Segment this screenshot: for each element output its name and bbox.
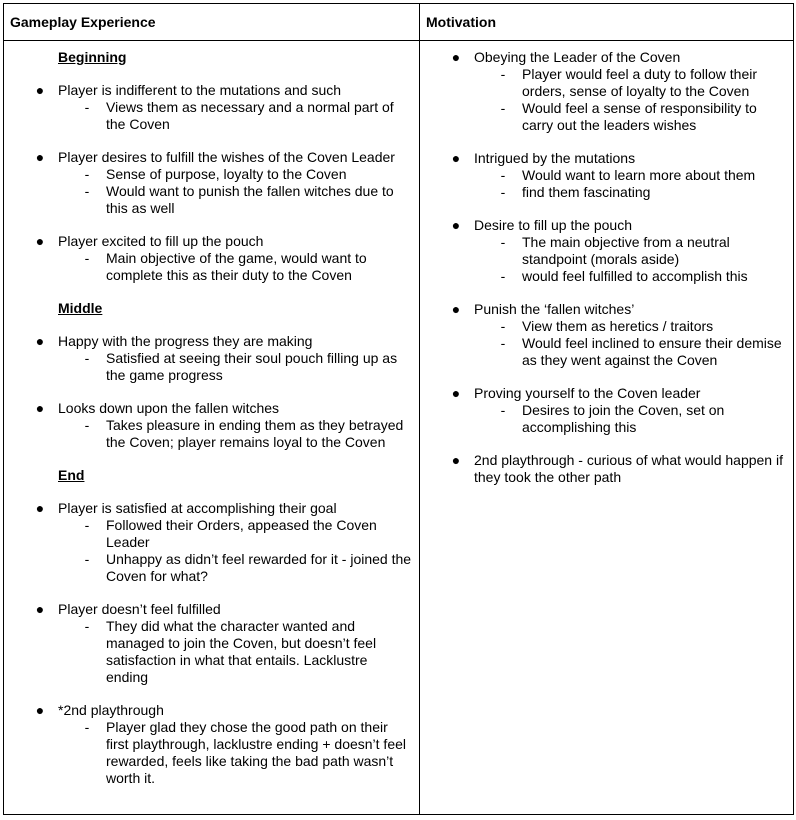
dash-icon: - — [84, 250, 90, 266]
list-item — [426, 49, 787, 134]
sub-list-item — [474, 318, 787, 335]
bullet-icon: ● — [451, 49, 461, 65]
bullet-icon: ● — [451, 452, 461, 468]
dash-icon: - — [84, 517, 90, 533]
dash-icon: - — [500, 184, 506, 200]
sub-item-text: Sense of purpose, loyalty to the Coven — [106, 166, 347, 182]
dash-icon: - — [500, 66, 506, 82]
dash-icon: - — [500, 167, 506, 183]
sub-list-item — [58, 250, 413, 284]
sub-item-text: Would want to learn more about them — [522, 167, 756, 183]
bullet-icon: ● — [451, 385, 461, 401]
sub-list-item — [58, 166, 413, 183]
sub-list-item — [58, 618, 413, 686]
sub-list — [474, 167, 787, 201]
sub-list-item — [474, 100, 787, 134]
sub-list — [58, 250, 413, 284]
header-gameplay-experience: Gameplay Experience — [4, 4, 420, 41]
sub-item-text: Unhappy as didn’t feel rewarded for it - joined the Coven for what? — [106, 551, 412, 584]
bullet-icon: ● — [35, 333, 45, 349]
sub-list — [58, 350, 413, 384]
dash-icon: - — [500, 234, 506, 250]
sub-list-item — [58, 417, 413, 451]
dash-icon: - — [500, 318, 506, 334]
motivation-cell — [420, 41, 794, 815]
dash-icon: - — [84, 618, 90, 634]
sub-list-item — [58, 719, 413, 787]
bullet-list — [10, 333, 413, 451]
sub-item-text: The main objective from a neutral standpoint (morals aside) — [522, 234, 730, 267]
list-item-text: Player is satisfied at accomplishing their goal — [58, 500, 337, 516]
sub-list-item — [474, 234, 787, 268]
dash-icon: - — [84, 350, 90, 366]
list-item — [10, 500, 413, 585]
document-table — [3, 3, 794, 815]
bullet-icon: ● — [451, 150, 461, 166]
dash-icon: - — [500, 335, 506, 351]
sub-item-text: Views them as necessary and a normal part of the Coven — [106, 99, 394, 132]
bullet-list — [426, 49, 787, 486]
list-item — [10, 82, 413, 133]
bullet-icon: ● — [35, 233, 45, 249]
sub-item-text: find them fascinating — [522, 184, 651, 200]
list-item-text: Player excited to fill up the pouch — [58, 233, 264, 249]
list-item-text: Player doesn’t feel fulfilled — [58, 601, 221, 617]
sub-list — [58, 618, 413, 686]
list-item-text: 2nd playthrough - curious of what would happen if they took the other path — [474, 452, 783, 485]
bullet-list — [10, 82, 413, 284]
content-row — [4, 41, 794, 815]
sub-list — [58, 719, 413, 787]
list-item — [426, 301, 787, 369]
list-item-text: Intrigued by the mutations — [474, 150, 636, 166]
header-motivation: Motivation — [420, 4, 794, 41]
sub-list — [474, 318, 787, 369]
sub-list-item — [474, 167, 787, 184]
sub-list-item — [58, 99, 413, 133]
header-row — [4, 4, 794, 41]
sub-item-text: Would feel inclined to ensure their demise as they went against the Coven — [522, 335, 782, 368]
dash-icon: - — [84, 417, 90, 433]
sub-list-item — [474, 402, 787, 436]
list-item — [426, 217, 787, 285]
sub-item-text: They did what the character wanted and managed to join the Coven, but doesn’t feel satisfaction in what that entails. Lacklustre ending — [106, 618, 377, 685]
sub-item-text: Would want to punish the fallen witches due to this as well — [106, 183, 394, 216]
list-item-text: *2nd playthrough — [58, 702, 164, 718]
list-item — [426, 452, 787, 486]
dash-icon: - — [500, 268, 506, 284]
sub-list-item — [58, 551, 413, 585]
bullet-icon: ● — [451, 301, 461, 317]
sub-list — [474, 402, 787, 436]
sub-item-text: Followed their Orders, appeased the Coven Leader — [106, 517, 377, 550]
list-item — [10, 149, 413, 217]
sub-list-item — [58, 517, 413, 551]
sub-item-text: would feel fulfilled to accomplish this — [522, 268, 748, 284]
list-item-text: Punish the ‘fallen witches’ — [474, 301, 635, 317]
sub-list-item — [474, 335, 787, 369]
sub-list — [474, 66, 787, 134]
gameplay-experience-cell — [4, 41, 420, 815]
list-item-text: Happy with the progress they are making — [58, 333, 313, 349]
section-title: Beginning — [58, 49, 127, 65]
bullet-icon: ● — [35, 702, 45, 718]
list-item — [426, 150, 787, 201]
bullet-list — [10, 500, 413, 787]
sub-list — [58, 417, 413, 451]
sub-list — [58, 99, 413, 133]
bullet-icon: ● — [35, 500, 45, 516]
section-title: Middle — [58, 300, 103, 316]
sub-list-item — [474, 268, 787, 285]
sub-item-text: Satisfied at seeing their soul pouch filling up as the game progress — [106, 350, 398, 383]
bullet-icon: ● — [451, 217, 461, 233]
dash-icon: - — [84, 183, 90, 199]
sub-item-text: Desires to join the Coven, set on accomplishing this — [522, 402, 725, 435]
sub-list-item — [474, 184, 787, 201]
list-item-text: Desire to fill up the pouch — [474, 217, 632, 233]
sub-item-text: Main objective of the game, would want to complete this as their duty to the Coven — [106, 250, 367, 283]
list-item — [10, 702, 413, 787]
list-item-text: Looks down upon the fallen witches — [58, 400, 280, 416]
list-item — [10, 233, 413, 284]
sub-item-text: Takes pleasure in ending them as they betrayed the Coven; player remains loyal to the Coven — [106, 417, 404, 450]
sub-item-text: Would feel a sense of responsibility to carry out the leaders wishes — [522, 100, 757, 133]
sub-list-item — [58, 350, 413, 384]
sub-list — [58, 517, 413, 585]
sub-list-item — [58, 183, 413, 217]
sub-item-text: Player would feel a duty to follow their orders, sense of loyalty to the Coven — [522, 66, 758, 99]
sub-item-text: View them as heretics / traitors — [522, 318, 714, 334]
sub-list — [58, 166, 413, 217]
sub-list-item — [474, 66, 787, 100]
dash-icon: - — [84, 166, 90, 182]
list-item-text: Player is indifferent to the mutations and such — [58, 82, 342, 98]
dash-icon: - — [500, 402, 506, 418]
list-item-text: Player desires to fulfill the wishes of the Coven Leader — [58, 149, 395, 165]
dash-icon: - — [84, 99, 90, 115]
bullet-icon: ● — [35, 149, 45, 165]
sub-item-text: Player glad they chose the good path on their first playthrough, lacklustre ending + doesn’t feel rewarded, feels like taking the bad path wasn’t worth it. — [106, 719, 407, 786]
bullet-icon: ● — [35, 82, 45, 98]
list-item-text: Obeying the Leader of the Coven — [474, 49, 681, 65]
dash-icon: - — [84, 719, 90, 735]
list-item — [10, 333, 413, 384]
list-item — [10, 601, 413, 686]
dash-icon: - — [84, 551, 90, 567]
bullet-icon: ● — [35, 601, 45, 617]
section-title: End — [58, 467, 85, 483]
list-item — [426, 385, 787, 436]
dash-icon: - — [500, 100, 506, 116]
sub-list — [474, 234, 787, 285]
list-item — [10, 400, 413, 451]
list-item-text: Proving yourself to the Coven leader — [474, 385, 701, 401]
bullet-icon: ● — [35, 400, 45, 416]
